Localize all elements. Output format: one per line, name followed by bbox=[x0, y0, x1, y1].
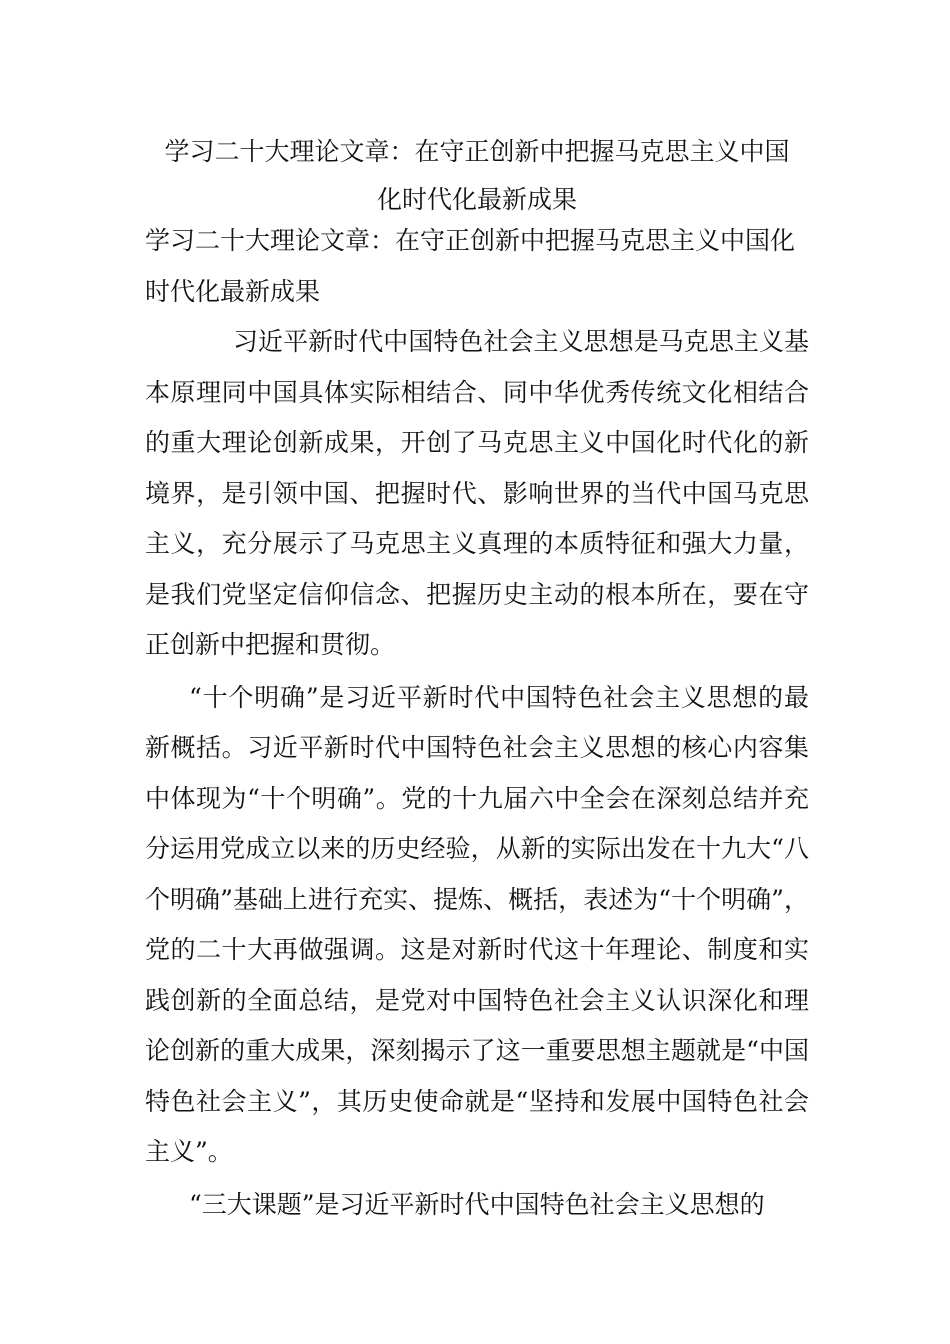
title-line-1: 学习二十大理论文章：在守正创新中把握马克思主义中国 bbox=[164, 137, 790, 166]
paragraph-1: 习近平新时代中国特色社会主义思想是马克思主义基本原理同中国具体实际相结合、同中华优秀传统文化相结合的重大理论创新成果，开创了马克思主义中国化时代化的新境界，是引领中国、把握时代、影响世界的当代中国马克思主义，充分展示了马克思主义真理的本质特征和强大力量，是我们党坚定信仰信念、把握历史主动的根本所在，要在守正创新中把握和贯彻。 bbox=[145, 327, 809, 659]
paragraph-2: “十个明确”是习近平新时代中国特色社会主义思想的最新概括。习近平新时代中国特色社会主义思想的核心内容集中体现为“十个明确”。党的十九届六中全会在深刻总结并充分运用党成立以来的历史经验，从新的实际出发在十九大“八个明确”基础上进行充实、提炼、概括，表述为“十个明确”，党的二十大再做强调。这是对新时代这十年理论、制度和实践创新的全面总结，是党对中国特色社会主义认识深化和理论创新的重大成果，深刻揭示了这一重要思想主题就是“中国特色社会主义”，其历史使命就是“坚持和发展中国特色社会主义”。 bbox=[145, 682, 809, 1166]
paragraph-3: “三大课题”是习近平新时代中国特色社会主义思想的 bbox=[189, 1189, 765, 1219]
document-subtitle: 学习二十大理论文章：在守正创新中把握马克思主义中国化时代化最新成果 bbox=[145, 226, 796, 306]
document-body bbox=[145, 216, 809, 1230]
document-title bbox=[145, 128, 809, 224]
title-line-2: 化时代化最新成果 bbox=[376, 185, 577, 214]
